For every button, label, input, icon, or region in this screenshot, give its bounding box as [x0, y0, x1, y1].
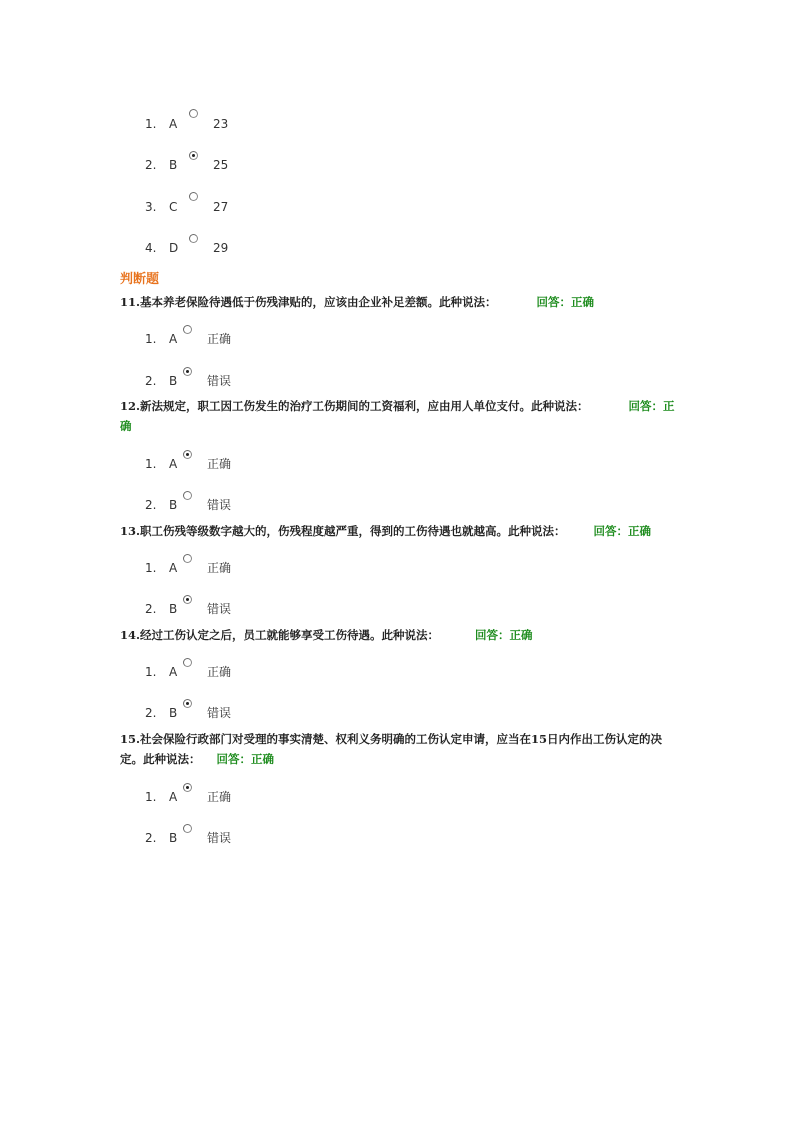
option-row[interactable]: [145, 240, 229, 256]
option-letter: B: [169, 831, 178, 845]
option-letter: B: [169, 602, 178, 616]
answer-label: 回答：正确: [120, 399, 675, 433]
option-text: 正确: [207, 457, 232, 471]
radio-button[interactable]: [183, 554, 192, 563]
radio-button-checked[interactable]: [183, 367, 192, 376]
option-row[interactable]: [145, 830, 232, 846]
radio-button-checked[interactable]: [183, 450, 192, 459]
option-number: 1.: [145, 457, 157, 471]
option-row[interactable]: [145, 664, 232, 680]
question-text: 11.基本养老保险待遇低于伤残津贴的，应该由企业补足差额。此种说法：: [120, 295, 497, 309]
option-text: 正确: [207, 790, 232, 804]
option-number: 2.: [145, 374, 157, 388]
option-text: 错误: [207, 831, 232, 845]
question-text: 12.新法规定，职工因工伤发生的治疗工伤期间的工资福利，应由用人单位支付。此种说法：: [120, 399, 589, 413]
option-text: 正确: [207, 332, 232, 346]
question-14: [120, 625, 676, 645]
section-title: 判断题: [120, 272, 160, 287]
radio-button[interactable]: [189, 109, 198, 118]
option-letter: C: [169, 200, 178, 214]
option-number: 1.: [145, 665, 157, 679]
option-text: 29: [213, 241, 229, 255]
option-number: 1.: [145, 790, 157, 804]
option-number: 2.: [145, 706, 157, 720]
option-row[interactable]: [145, 497, 232, 513]
question-11: [120, 292, 676, 312]
option-text: 25: [213, 158, 229, 172]
option-row[interactable]: [145, 705, 232, 721]
radio-button[interactable]: [183, 491, 192, 500]
answer-label: 回答：正确: [536, 295, 595, 309]
radio-button-checked[interactable]: [183, 595, 192, 604]
option-letter: A: [169, 332, 178, 346]
radio-button-checked[interactable]: [183, 699, 192, 708]
option-row[interactable]: [145, 116, 229, 132]
option-number: 3.: [145, 200, 157, 214]
option-letter: B: [169, 158, 178, 172]
option-row[interactable]: [145, 601, 232, 617]
option-number: 4.: [145, 241, 157, 255]
answer-label: 回答：正确: [593, 524, 652, 538]
option-letter: A: [169, 561, 178, 575]
option-number: 2.: [145, 831, 157, 845]
option-letter: D: [169, 241, 179, 255]
option-row[interactable]: [145, 331, 232, 347]
option-letter: A: [169, 665, 178, 679]
question-text: 14.经过工伤认定之后，员工就能够享受工伤待遇。此种说法：: [120, 628, 440, 642]
option-row[interactable]: [145, 789, 232, 805]
option-text: 正确: [207, 665, 232, 679]
option-row[interactable]: [145, 560, 232, 576]
option-text: 错误: [207, 602, 232, 616]
option-text: 错误: [207, 706, 232, 720]
answer-label: 回答：正确: [475, 628, 533, 642]
option-row[interactable]: [145, 157, 229, 173]
question-12: [120, 396, 676, 436]
option-letter: A: [169, 790, 178, 804]
option-row[interactable]: [145, 456, 232, 472]
option-number: 2.: [145, 498, 157, 512]
option-number: 2.: [145, 158, 157, 172]
option-text: 27: [213, 200, 229, 214]
option-text: 正确: [207, 561, 232, 575]
option-letter: B: [169, 498, 178, 512]
radio-button[interactable]: [183, 325, 192, 334]
radio-button-checked[interactable]: [189, 151, 198, 160]
question-text: 15.社会保险行政部门对受理的事实清楚、权利义务明确的工伤认定申请，应当在15日内作出工伤认定的决定。此种说法：: [120, 732, 663, 766]
answer-label: 回答：正确: [216, 752, 274, 766]
option-text: 错误: [207, 374, 232, 388]
radio-button[interactable]: [183, 824, 192, 833]
option-letter: A: [169, 117, 178, 131]
radio-button[interactable]: [189, 234, 198, 243]
question-text: 13.职工伤残等级数字越大的，伤残程度越严重，得到的工伤待遇也就越高。此种说法：: [120, 524, 566, 538]
option-letter: B: [169, 706, 178, 720]
option-row[interactable]: [145, 199, 229, 215]
radio-button-checked[interactable]: [183, 783, 192, 792]
option-letter: A: [169, 457, 178, 471]
option-number: 1.: [145, 561, 157, 575]
question-13: [120, 521, 676, 541]
option-text: 23: [213, 117, 229, 131]
question-15: [120, 729, 676, 769]
option-number: 1.: [145, 332, 157, 346]
option-row[interactable]: [145, 373, 232, 389]
option-text: 错误: [207, 498, 232, 512]
radio-button[interactable]: [189, 192, 198, 201]
radio-button[interactable]: [183, 658, 192, 667]
option-number: 1.: [145, 117, 157, 131]
option-letter: B: [169, 374, 178, 388]
option-number: 2.: [145, 602, 157, 616]
